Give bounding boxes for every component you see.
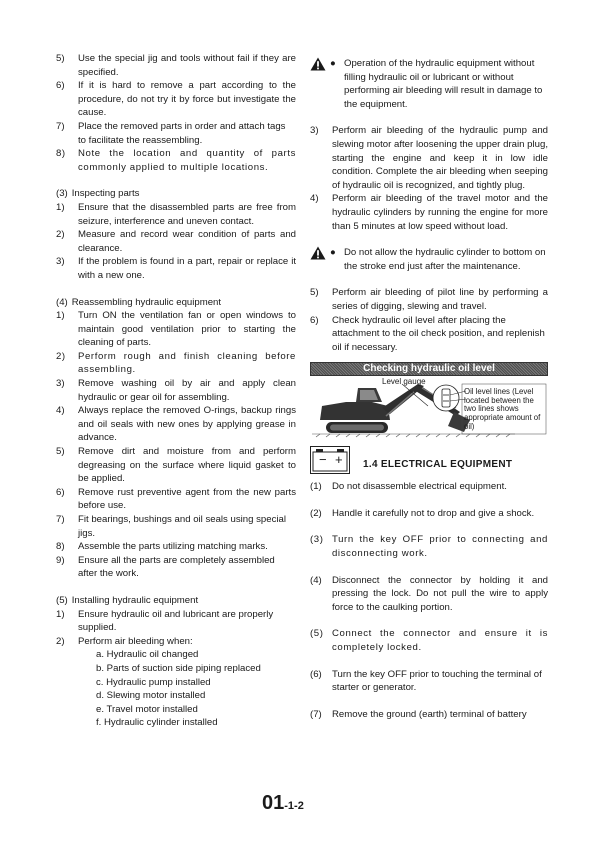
- list-item: 2) Measure and record wear condition of parts and clearance.: [56, 229, 296, 254]
- warning-note: ● Do not allow the hydraulic cylinder to bottom on the stroke end just after the maintenance.: [310, 246, 548, 273]
- list-item: 4) Perform air bleeding of the travel motor and the hydraulic cylinders by running the engine for more than 5 minutes at low speed without load.: [310, 193, 548, 232]
- sub-item: d. Slewing motor installed: [96, 690, 206, 702]
- oil-level-figure: [310, 362, 548, 438]
- sub-item: f. Hydraulic cylinder installed: [96, 717, 218, 729]
- list-item: 2) Perform rough and finish cleaning before assembling.: [56, 350, 296, 376]
- list-item: 7) Place the removed parts in order and attach tags to facilitate the reassembling.: [56, 120, 286, 146]
- list-item: 6) Remove rust preventive agent from the new parts before use.: [56, 486, 296, 512]
- list-item: 6) Check hydraulic oil level after placing the attachment to the oil check position, and replenish oil if necessary.: [310, 314, 545, 353]
- figure-title: Checking hydraulic oil level: [310, 362, 548, 376]
- right-column: [310, 57, 548, 721]
- bullet-icon: ●: [330, 247, 336, 259]
- sub-item: e. Travel motor installed: [96, 703, 198, 715]
- bullet-icon: ●: [330, 58, 336, 69]
- page-number: 01-1-2: [262, 792, 304, 814]
- list-item: 5) Use the special jig and tools without fail if they are specified.: [56, 53, 296, 78]
- electrical-heading: [310, 446, 548, 474]
- list-item: 1) Turn ON the ventilation fan or open windows to maintain good ventilation prior to starting the cleaning of parts.: [56, 310, 296, 349]
- list-item: 9) Ensure all the parts are completely assembled after the work.: [56, 554, 275, 580]
- list-item: (4) Disconnect the connector by holding it and pressing the lock. Do not pull the wire to apply force to the caulking portion.: [310, 574, 548, 613]
- list-item: 3) Remove washing oil by air and apply clean hydraulic or gear oil for assembling.: [56, 378, 296, 403]
- warning-note: ● Operation of the hydraulic equipment without filling hydraulic oil or lubricant or without performing air bleeding will result in damage to the equipment.: [310, 57, 548, 111]
- list-item: 8) Assemble the parts utilizing matching marks.: [56, 541, 268, 553]
- list-item: 8) Note the location and quantity of parts commonly applied to multiple locations.: [56, 148, 296, 173]
- list-item: 4) Always replace the removed O-rings, backup rings and oil seals with new ones by applying grease in advance.: [56, 405, 296, 444]
- section-heading-reassembling: (4) Reassembling hydraulic equipment: [56, 296, 222, 308]
- left-column: [56, 52, 296, 730]
- sub-item: b. Parts of suction side piping replaced: [96, 662, 261, 674]
- list-item: 1) Ensure hydraulic oil and lubricant are properly supplied.: [56, 608, 274, 634]
- battery-minus: −: [319, 452, 327, 468]
- list-item: 3) Perform air bleeding of the hydraulic pump and slewing motor after loosening the upper drain plug, starting the engine and keep it in low idle condition. Complete the air bleeding when seeping of hydraulic oil is recognized, and tightly plug.: [310, 125, 548, 191]
- section-heading-inspecting: (3) Inspecting parts: [56, 188, 140, 200]
- oil-level-note: Oil level lines (Level located between the two lines shows appropriate amount of oil): [464, 387, 541, 431]
- warning-icon: [310, 57, 326, 71]
- list-item: (1) Do not disassemble electrical equipment.: [310, 481, 507, 493]
- list-item: 2) Perform air bleeding when:: [56, 635, 193, 647]
- list-item: 3) If the problem is found in a part, repair or replace it with a new one.: [56, 256, 296, 281]
- gauge-label: Level gauge: [382, 377, 426, 387]
- sub-item: a. Hydraulic oil changed: [96, 649, 199, 661]
- list-item: (5) Connect the connector and ensure it is completely locked.: [310, 628, 548, 654]
- list-item: 6) If it is hard to remove a part according to the procedure, do not try it by force but investigate the cause.: [56, 80, 296, 119]
- warning-icon: [310, 246, 326, 260]
- list-item: 7) Fit bearings, bushings and oil seals using special jigs.: [56, 514, 286, 539]
- list-item: (2) Handle it carefully not to drop and give a shock.: [310, 507, 535, 519]
- list-item: (3) Turn the key OFF prior to connecting and disconnecting work.: [310, 534, 548, 560]
- list-item: 5) Perform air bleeding of pilot line by performing a series of digging, slewing and travel.: [310, 287, 548, 312]
- sub-item: c. Hydraulic pump installed: [96, 676, 211, 688]
- battery-plus: +: [335, 452, 343, 468]
- section-heading-installing: (5) Installing hydraulic equipment: [56, 594, 199, 606]
- list-item: 5) Remove dirt and moisture from and perform degreasing on the surface where liquid gasket to be applied.: [56, 446, 296, 485]
- section-title: 1.4 ELECTRICAL EQUIPMENT: [363, 459, 513, 471]
- list-item: (6) Turn the key OFF prior to touching the terminal of starter or generator.: [310, 668, 542, 694]
- figure-body: [310, 376, 548, 438]
- list-item: 1) Ensure that the disassembled parts are free from seizure, interference and uneven contact.: [56, 201, 296, 227]
- battery-icon: [310, 446, 350, 474]
- list-item: (7) Remove the ground (earth) terminal of battery: [310, 708, 527, 720]
